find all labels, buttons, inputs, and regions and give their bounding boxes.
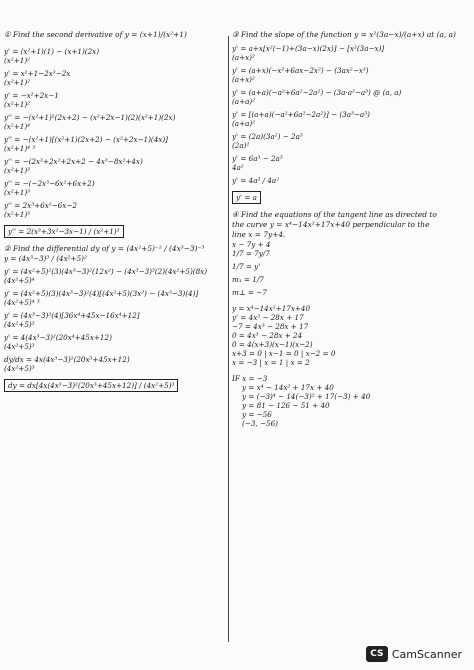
- p2-line: (4x²+5)⁴ ³: [4, 298, 40, 307]
- p4-line: y = x⁴−14x²+17x+40: [232, 304, 311, 313]
- p1-line: (x²+1)³: [4, 166, 31, 175]
- p4-line: x+3 = 0 | x−1 = 0 | x−2 = 0: [232, 349, 336, 358]
- p3-line: (a+a)²: [232, 97, 256, 106]
- p3-line: y' = 4a³ / 4a²: [232, 176, 280, 185]
- p2-line: y' = (4x²+5)(3)(4x³−3)²(4)[(4x²+5)(3x²) − (4x³−3)(4)]: [4, 289, 199, 298]
- p2-line: (4x²+5)³: [4, 364, 35, 373]
- p2-line: (4x²+5)⁴: [4, 276, 35, 285]
- p1-answer-box: y'' = 2(x³+3x²−3x−1) / (x²+1)³: [4, 225, 124, 238]
- p1-line: y' = (x²+1)(1) − (x+1)(2x): [4, 47, 100, 56]
- p4-line: y = x⁴ − 14x² + 17x + 40: [242, 383, 334, 392]
- right-column: [232, 30, 470, 630]
- p3-answer-box: y' = a: [232, 191, 261, 204]
- p4-line: y = (−3)⁴ − 14(−3)² + 17(−3) + 40: [242, 392, 371, 401]
- p3-line: y' = (2a)(3a²) − 2a³: [232, 132, 303, 141]
- p2-answer-box: dy = dx[4x(4x³−3)²(20x³+45x+12)] / (4x²+5)³: [4, 379, 178, 392]
- p3-line: y' = 6a³ − 2a³: [232, 154, 283, 163]
- p2-line: y' = 4(4x³−3)²(20x⁴+45x+12): [4, 333, 112, 342]
- p1-line: (x²+1)²: [4, 78, 31, 87]
- camscanner-brand: CamScanner: [391, 647, 462, 661]
- p3-line: (a+x)²: [232, 53, 255, 62]
- p2-line: y' = (4x³−3)²(4)[36x⁴+45x−16x⁴+12]: [4, 311, 140, 320]
- p4-line: x = −3 | x = 1 | x = 2: [232, 358, 310, 367]
- p1-line: y'' = −(−2x³−6x²+6x+2): [4, 179, 95, 188]
- problem-1-heading: ① Find the second derivative of y = (x+1)/(x²+1): [4, 30, 187, 39]
- p1-line: y' = −x²+2x−1: [4, 91, 59, 100]
- p2-line: (4x²+5)³: [4, 342, 35, 351]
- p4-line: −7 = 4x³ − 28x + 17: [232, 322, 309, 331]
- p2-line: dy/dx = 4x(4x³−3)²(20x³+45x+12): [4, 355, 130, 364]
- p3-line: (2a)²: [232, 141, 250, 150]
- p1-line: (x²+1)³: [4, 210, 31, 219]
- problem-4-heading-cont: the curve y = x⁴−14x²+17x+40 perpendicular to the: [232, 220, 430, 229]
- problem-2-heading: ② Find the differential dy of y = (4x²+5)⁻² / (4x³−3)⁻³: [4, 244, 205, 253]
- p3-line: y' = [(a+a)(−a²+6a²−2a²)] − (3a³−a³): [232, 110, 370, 119]
- p4-line: IF x = −3: [232, 374, 268, 383]
- problem-4-heading-cont: line x = 7y+4.: [232, 230, 286, 239]
- p4-line: y = 81 − 126 − 51 + 40: [242, 401, 330, 410]
- p1-line: y'' = −(x²+1)²(2x+2) − (x²+2x−1)(2)(x²+1)(2x): [4, 113, 176, 122]
- p2-line: y' = (4x²+5)²(3)(4x³−3)²(12x²) − (4x³−3)³(2)(4x²+5)(8x): [4, 267, 207, 276]
- p1-line: y'' = −(2x³+2x²+2x+2 − 4x³−8x²+4x): [4, 157, 143, 166]
- p3-line: y' = (a+x)(−x²+6ax−2x²) − (3ax²−x³): [232, 66, 369, 75]
- left-column: [4, 30, 226, 630]
- p4-line: y = −56: [242, 410, 272, 419]
- p1-line: (x²+1)⁴ ³: [4, 144, 36, 153]
- camscanner-logo-icon: CS: [366, 646, 388, 662]
- p1-line: (x²+1)²: [4, 100, 31, 109]
- p4-line: m₁ = 1/7: [232, 275, 264, 284]
- problem-4-heading: ④ Find the equations of the tangent line as directed to: [232, 210, 437, 219]
- p2-line: y = (4x³−3)³ / (4x²+5)²: [4, 254, 87, 263]
- p1-line: y' = x²+1−2x²−2x: [4, 69, 71, 78]
- p3-line: 4a²: [232, 163, 244, 172]
- p4-line: x − 7y + 4: [232, 240, 271, 249]
- p3-line: y' = a+x[x²(−1)+(3a−x)(2x)] − [x²(3a−x)]: [232, 44, 385, 53]
- p4-line: 0 = 4x³ − 28x + 24: [232, 331, 303, 340]
- p1-line: (x²+1)²: [4, 56, 31, 65]
- p4-line: y' = 4x³ − 28x + 17: [232, 313, 304, 322]
- p1-line: y'' = 2x³+6x²−6x−2: [4, 201, 77, 210]
- p3-line: (a+x)²: [232, 75, 255, 84]
- column-divider: [228, 36, 229, 642]
- p3-line: (a+a)²: [232, 119, 256, 128]
- p1-line: (x²+1)⁴: [4, 122, 31, 131]
- p4-line: 1/7 = y': [232, 262, 261, 271]
- problem-3-heading: ③ Find the slope of the function y = x²(3a−x)/(a+x) at (a, a): [232, 30, 456, 39]
- camscanner-watermark: [366, 646, 462, 662]
- p3-line: y' = (a+a)(−a²+6a²−2a²) − (3a·a²−a³) @ (a, a): [232, 88, 402, 97]
- p4-line: m⊥ = −7: [232, 288, 267, 297]
- p1-line: (x²+1)³: [4, 188, 31, 197]
- p1-line: y'' = −(x²+1)[(x²+1)(2x+2) − (x²+2x−1)(4x)]: [4, 135, 168, 144]
- p4-line: 1/7 = 7y/7: [232, 249, 270, 258]
- p4-line: 0 = 4(x+3)(x−1)(x−2): [232, 340, 313, 349]
- p2-line: (4x²+5)³: [4, 320, 35, 329]
- p4-line: (−3, −56): [242, 419, 278, 428]
